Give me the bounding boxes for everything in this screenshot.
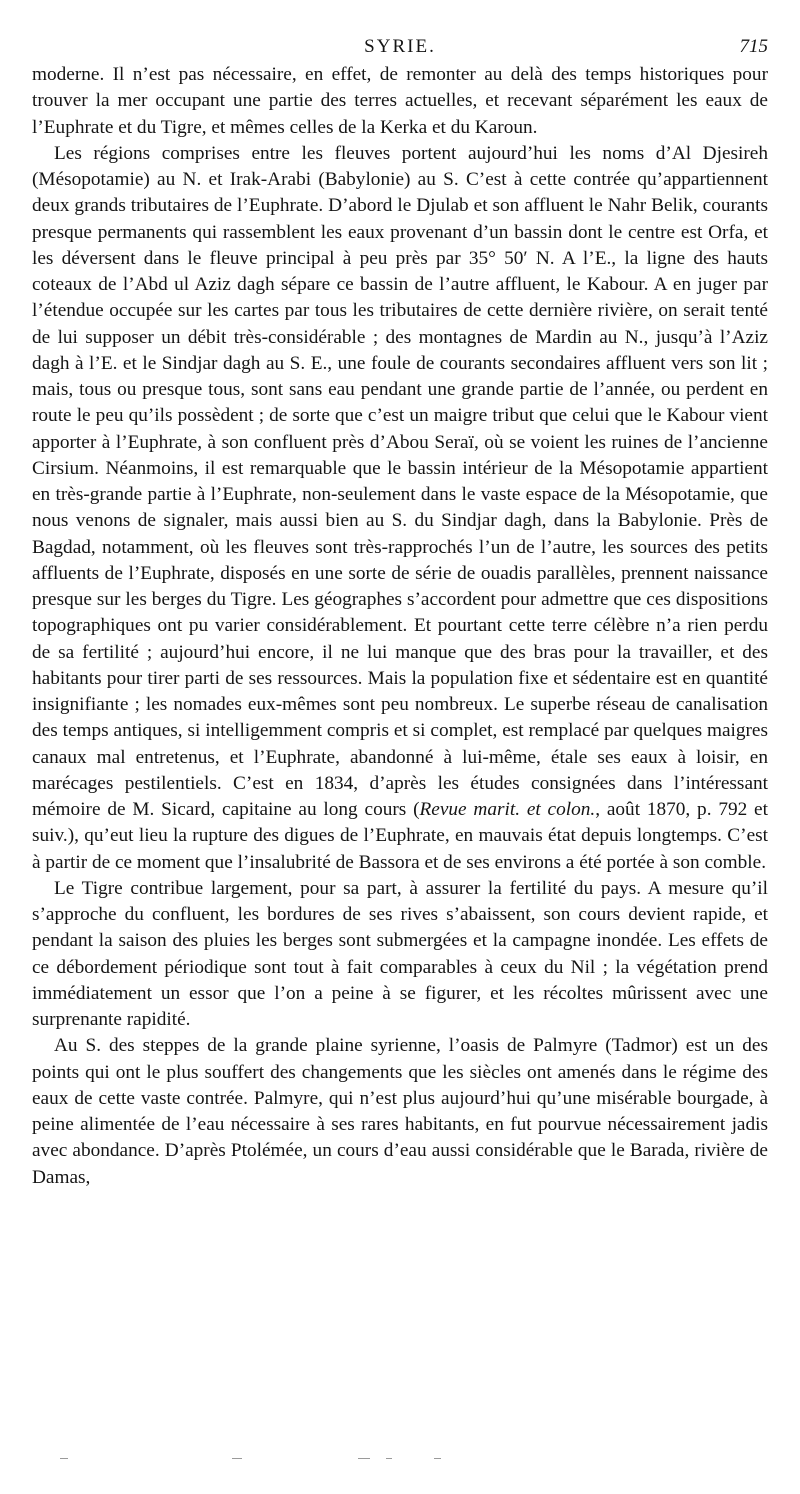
- body-text: [32, 62, 768, 1191]
- running-head: SYRIE.: [364, 36, 436, 57]
- foot-mark: [386, 1458, 392, 1459]
- page-header: [32, 30, 768, 62]
- book-page: [32, 30, 768, 1191]
- paragraph-mesopotamia: [32, 141, 768, 876]
- journal-citation: Revue marit. et colon.: [419, 799, 596, 820]
- foot-mark: [434, 1458, 441, 1459]
- paragraph-mesopotamia-text: Les régions comprises entre les fleuves portent aujourd’hui les noms d’Al Djesireh (Mésopotamie) au N. et Irak-Arabi (Babylonie) au S. C’est à cette contrée qu’appartiennent deux grands tributaires de l’Euphrate. D’abord le Djulab et son affluent le Nahr Belik, courants presque permanents qui rassemblent les eaux provenant d’un bassin dont le centre est Orfa, et les déversent dans le fleuve principal à peu près par 35° 50′ N. A l’E., la ligne des hauts coteaux de l’Abd ul Aziz dagh sépare ce bassin de l’autre affluent, le Kabour. A en juger par l’étendue occupée sur les cartes par tous les tributaires de cette dernière rivière, on serait tenté de lui supposer un débit très-considérable ; des montagnes de Mardin au N., jusqu’à l’Aziz dagh à l’E. et le Sindjar dagh au S. E., une foule de courants secondaires affluent vers son lit ; mais, tous ou presque tous, sont sans eau pendant une grande partie de l’année, ou perdent en route le peu qu’ils possèdent ; de sorte que c’est un maigre tribut que celui que le Kabour vient apporter à l’Euphrate, à son confluent près d’Abou Seraï, où se voient les ruines de l’ancienne Cirsium. Néanmoins, il est remarquable que le bassin intérieur de la Mésopotamie appartient en très-grande partie à l’Euphrate, non-seulement dans le vaste espace de la Mésopotamie, que nous venons de signaler, mais aussi bien au S. du Sindjar dagh, dans la Babylonie. Près de Bagdad, notamment, où les fleuves sont très-rapprochés l’un de l’autre, les sources des petits affluents de l’Euphrate, disposés en une sorte de série de ouadis parallèles, prennent naissance presque sur les berges du Tigre. Les géographes s’accordent pour admettre que ces dispositions topographiques ont pu varier considérablement. Et pourtant cette terre célèbre n’a rien perdu de sa fertilité ; aujourd’hui encore, il ne lui manque que des bras pour la travailler, et des habitants pour tirer parti de ses ressources. Mais la population fixe et sédentaire est en quantité insignifiante ; les nomades eux-mêmes sont peu nombreux. Le superbe réseau de canalisation des temps antiques, si intelligemment compris et si complet, est remplacé par quelques maigres canaux mal entretenus, et l’Euphrate, abandonné à lui-même, étale ses eaux à loisir, en marécages pestilentiels. C’est en 1834, d’après les études consignées dans l’intéressant mémoire de M. Sicard, capitaine au long cours (: [32, 142, 768, 820]
- paragraph-tigre: Le Tigre contribue largement, pour sa part, à assurer la fertilité du pays. A mesure qu’il s’approche du confluent, les bordures de ses rives s’abaissent, son cours devient rapide, et pendant la saison des pluies les berges sont submergées et la campagne inondée. Les effets de ce débordement périodique sont tout à fait comparables à ceux du Nil ; la végétation prend immédiatement un essor que l’on a peine à se figurer, et les récoltes mûrissent avec une surprenante rapidité.: [32, 877, 768, 1030]
- paragraph-continuation: moderne. Il n’est pas nécessaire, en effet, de remonter au delà des temps historiques pour trouver la mer occupant une partie des terres actuelles, et recevant séparément les eaux de l’Euphrate et du Tigre, et mêmes celles de la Kerka et du Karoun.: [32, 64, 768, 138]
- page-foot-marks: [0, 1458, 800, 1460]
- foot-mark: [358, 1458, 370, 1459]
- paragraph-mesopotamia-tail: , août 1870, p. 792 et suiv.), qu’eut lieu la rupture des digues de l’Euphrate, en mauvais état depuis longtemps. C’est à partir de ce moment que l’insalubrité de Bassora et de ses environs a été portée à son comble.: [32, 799, 768, 873]
- page-number: 715: [739, 36, 768, 57]
- paragraph-palmyre: Au S. des steppes de la grande plaine syrienne, l’oasis de Palmyre (Tadmor) est un des points qui ont le plus souffert des changements que les siècles ont amenés dans le régime des eaux de cette vaste contrée. Palmyre, qui n’est plus aujourd’hui qu’une misérable bourgade, à peine alimentée de l’eau nécessaire à ses rares habitants, en fut pourvue nécessairement jadis avec abondance. D’après Ptolémée, un cours d’eau aussi considérable que le Barada, rivière de Damas,: [32, 1035, 768, 1188]
- foot-mark: [232, 1458, 242, 1459]
- foot-mark: [60, 1458, 68, 1459]
